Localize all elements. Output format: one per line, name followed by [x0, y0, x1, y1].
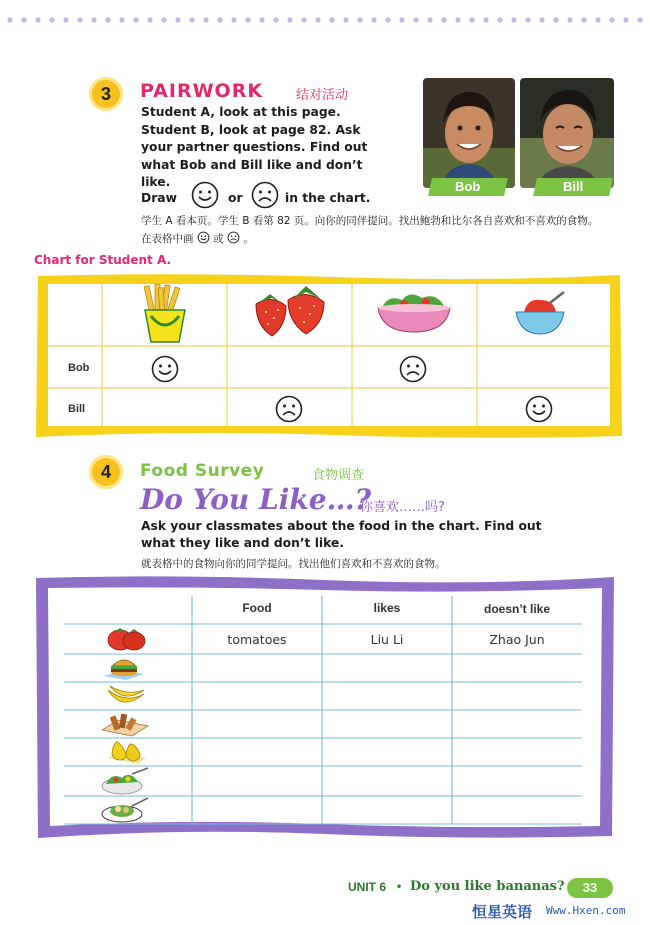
border-dot — [105, 17, 110, 22]
border-dot — [595, 17, 600, 22]
border-dot — [273, 17, 278, 22]
border-dot — [553, 17, 558, 22]
border-dot — [385, 17, 390, 22]
hamburger-icon — [102, 654, 146, 682]
french-fries-icon — [137, 282, 193, 344]
border-dot — [539, 17, 544, 22]
border-dot — [525, 17, 530, 22]
header-likes: likes — [373, 601, 401, 615]
border-dot — [161, 17, 166, 22]
dotted-top-border — [0, 14, 650, 26]
pairwork-title: PAIRWORK — [140, 80, 264, 102]
smiley-face-icon — [197, 231, 210, 244]
tomato-icon — [104, 626, 148, 652]
bill-dislikes-strawberries-sad-icon — [274, 394, 304, 424]
border-dot — [469, 17, 474, 22]
survey-instruction-cn: 就表格中的食物向你的同学提问。找出他们喜欢和不喜欢的食物。 — [141, 558, 446, 570]
cn-text: 或 — [213, 233, 224, 245]
sad-face-icon — [227, 231, 240, 244]
strawberries-icon — [250, 282, 330, 340]
survey-instruction-1: Ask your classmates about the food in the chart. Find out — [141, 519, 542, 533]
draw-word: Draw — [141, 191, 177, 205]
ice-cream-plate-icon — [98, 796, 150, 824]
bananas-icon — [104, 682, 148, 710]
border-dot — [581, 17, 586, 22]
pairwork-title-cn: 结对活动 — [296, 88, 349, 103]
border-dot — [35, 17, 40, 22]
border-dot — [231, 17, 236, 22]
in-the-chart: in the chart. — [285, 191, 371, 205]
border-dot — [119, 17, 124, 22]
footer-bullet: • — [397, 879, 402, 893]
row-label-bob: Bob — [68, 362, 90, 374]
border-dot — [63, 17, 68, 22]
pairwork-cn-line2 — [141, 231, 254, 246]
bob-dislikes-salad-sad-icon — [398, 354, 428, 384]
border-dot — [413, 17, 418, 22]
border-dot — [77, 17, 82, 22]
pairwork-cn-line1: 学生 A 看本页。学生 B 看第 82 页。向你的同伴提问。找出鲍勃和比尔各自喜欢和不喜欢的食物。 — [141, 215, 599, 227]
header-doesnt-like: doesn’t like — [483, 602, 551, 616]
border-dot — [441, 17, 446, 22]
border-dot — [637, 17, 642, 22]
border-dot — [301, 17, 306, 22]
border-dot — [147, 17, 152, 22]
site-name-cn: 恒星英语 — [472, 904, 533, 921]
footer-unit: UNIT 6 — [348, 880, 387, 894]
instruction-line: what Bob and Bill like and don’t — [141, 157, 363, 172]
border-dot — [357, 17, 362, 22]
border-dot — [623, 17, 628, 22]
border-dot — [567, 17, 572, 22]
bill-photo — [520, 78, 614, 188]
border-dot — [427, 17, 432, 22]
cn-text: 在表格中画 — [141, 233, 194, 245]
instruction-line: your partner questions. Find out — [141, 140, 368, 154]
border-dot — [399, 17, 404, 22]
sad-face-icon — [250, 180, 280, 210]
border-dot — [371, 17, 376, 22]
border-dot — [21, 17, 26, 22]
border-dot — [217, 17, 222, 22]
bill-label: Bill — [533, 178, 613, 196]
bob-label: Bob — [428, 178, 508, 196]
pairwork-instructions — [141, 104, 431, 192]
pears-icon — [102, 738, 148, 766]
roast-chicken-icon — [98, 710, 150, 738]
section-3-number: 3 — [89, 77, 123, 111]
footer-lesson-title: Do you like bananas? — [410, 879, 565, 894]
smiley-face-icon — [190, 180, 220, 210]
bill-likes-ice-cream-smiley-icon — [524, 394, 554, 424]
border-dot — [175, 17, 180, 22]
section-4-number: 4 — [89, 455, 123, 489]
survey-table — [34, 574, 616, 840]
instruction-line: Student B, look at page 82. Ask — [141, 122, 361, 137]
border-dot — [497, 17, 502, 22]
row-label-bill: Bill — [68, 403, 86, 415]
cn-text: 。 — [243, 233, 254, 245]
border-dot — [315, 17, 320, 22]
border-dot — [287, 17, 292, 22]
or-word: or — [228, 191, 243, 205]
food-survey-title: Food Survey — [140, 461, 265, 481]
border-dot — [203, 17, 208, 22]
chart-a-title: Chart for Student A. — [34, 253, 172, 267]
table-row-dislikes: Zhao Jun — [489, 632, 545, 647]
table-row-likes: Liu Li — [370, 632, 404, 647]
border-dot — [91, 17, 96, 22]
do-you-like-title: Do You Like…? — [140, 483, 371, 516]
ice-cream-bowl-icon — [510, 288, 570, 340]
instruction-line: like. — [141, 175, 171, 189]
page-number-badge: 33 — [567, 878, 613, 898]
border-dot — [245, 17, 250, 22]
chart-a-table — [34, 272, 624, 440]
border-dot — [49, 17, 54, 22]
border-dot — [343, 17, 348, 22]
border-dot — [259, 17, 264, 22]
border-dot — [189, 17, 194, 22]
salad-bowl-icon — [374, 290, 454, 336]
survey-instruction-2: what they like and don’t like. — [141, 536, 345, 550]
border-dot — [329, 17, 334, 22]
table-row-food: tomatoes — [227, 632, 287, 647]
border-dot — [455, 17, 460, 22]
instruction-line: Student A, look at this page. — [141, 105, 341, 119]
site-url[interactable]: Www.Hxen.com — [546, 904, 626, 917]
border-dot — [133, 17, 138, 22]
border-dot — [483, 17, 488, 22]
food-survey-title-cn: 食物调查 — [312, 468, 365, 483]
border-dot — [609, 17, 614, 22]
bob-photo — [423, 78, 515, 188]
bob-likes-fries-smiley-icon — [150, 354, 180, 384]
border-dot — [7, 17, 12, 22]
do-you-like-title-cn: 你喜欢……吗? — [360, 500, 445, 515]
border-dot — [511, 17, 516, 22]
header-food: Food — [242, 601, 272, 615]
salad-plate-icon — [98, 766, 150, 796]
